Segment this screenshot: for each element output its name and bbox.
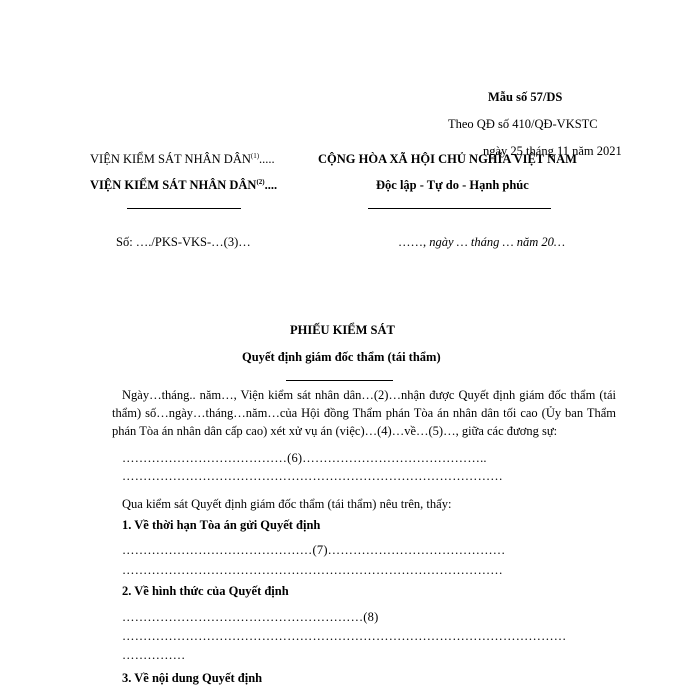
intro-paragraph: Ngày…tháng.. năm…, Viện kiểm sát nhân dân…(2)…nhận được Quyết định giám đốc thẩm (tái thẩm) số…ngày…tháng…năm…của Hội đồng Thẩm phán Tòa án nhân dân tối cao (Ủy ban Thẩm phán Tòa án nhân dân cấp cao) xét xử vụ án (việc)…(4)…về…(5)…, giữa các đương sự:: [112, 388, 616, 438]
form-issued-by: Theo QĐ số 410/QĐ-VKSTC: [448, 117, 598, 131]
section-1-heading: 1. Về thời hạn Tòa án gửi Quyết định: [122, 518, 321, 532]
section-2-heading: 2. Về hình thức của Quyết định: [122, 584, 289, 598]
dotted-line-7a: ………………………………………(7)……………………………………: [122, 543, 506, 557]
dotted-line-6a: …………………………………(6)……………………………………..: [122, 451, 487, 465]
dotted-line-7b: ………………………………………………………………………………: [122, 563, 503, 577]
document-subtitle: Quyết định giám đốc thẩm (tái thẩm): [242, 350, 441, 364]
form-issued-date: ngày 25 tháng 11 năm 2021: [483, 144, 622, 158]
nation-name: CỘNG HÒA XÃ HỘI CHỦ NGHĨA VIỆT NAM: [318, 152, 577, 166]
title-underline: [286, 380, 393, 381]
national-motto: Độc lập - Tự do - Hạnh phúc: [376, 178, 529, 192]
dotted-line-8b: ……………………………………………………………………………………………: [122, 629, 567, 643]
form-number: Mẫu số 57/DS: [488, 90, 563, 104]
section-3-heading: 3. Về nội dung Quyết định: [122, 671, 263, 685]
review-statement: Qua kiểm sát Quyết định giám đốc thẩm (tái thẩm) nêu trên, thấy:: [122, 497, 452, 511]
document-title: PHIẾU KIỂM SÁT: [290, 323, 395, 337]
dotted-line-8a: …………………………………………………(8): [122, 610, 379, 624]
dotted-line-8c: ……………: [122, 648, 186, 662]
agency-line-1: VIỆN KIỂM SÁT NHÂN DÂN$^{(1)}$.....: [90, 151, 275, 166]
agency-line-2: VIỆN KIỂM SÁT NHÂN DÂN$^{(2)}$....: [90, 177, 278, 192]
motto-underline: [368, 208, 551, 209]
place-date: ……, ngày … tháng … năm 20…: [398, 235, 566, 249]
document-number: Số: …./PKS-VKS-…(3)…: [116, 235, 251, 249]
agency-underline: [127, 208, 241, 209]
dotted-line-6b: ………………………………………………………………………………: [122, 469, 503, 483]
